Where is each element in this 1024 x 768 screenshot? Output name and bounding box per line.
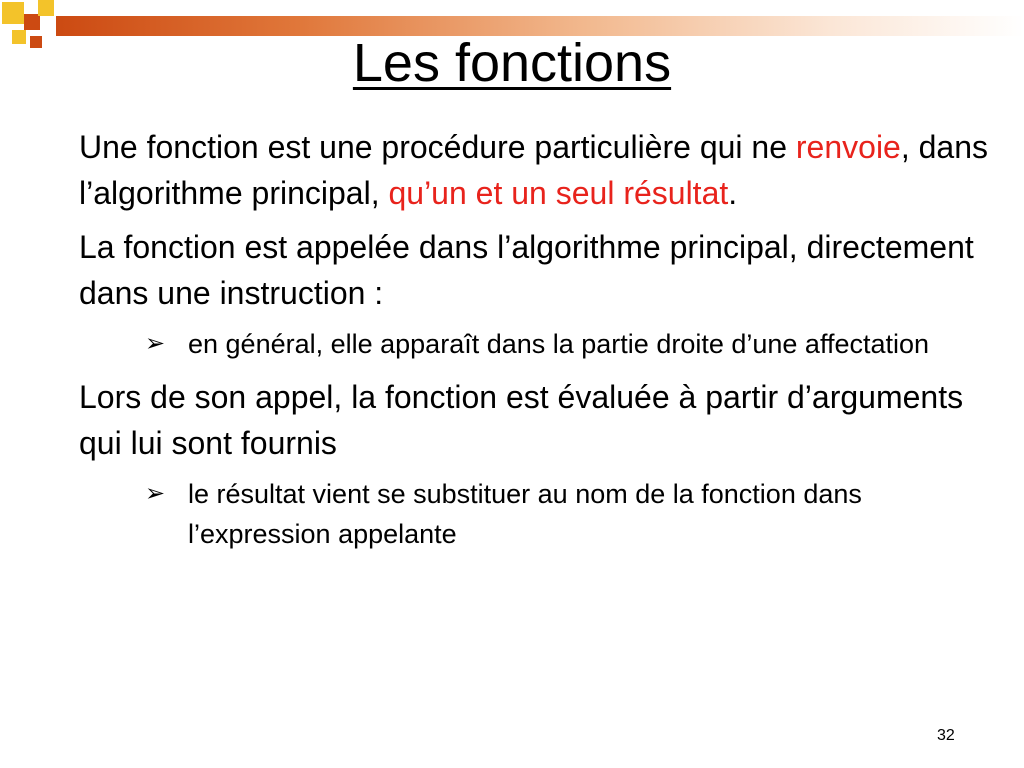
bullet-text: le résultat vient se substituer au nom de la fonction dans l’expression appelante [188, 479, 862, 549]
slide-title: Les fonctions [352, 33, 672, 93]
bullet-item [79, 324, 989, 364]
slide-body [79, 124, 989, 564]
paragraph-evaluation: Lors de son appel, la fonction est évaluée à partir d’arguments qui lui sont fournis [79, 379, 964, 461]
emphasis-text: renvoie [795, 129, 901, 165]
text: . [728, 175, 738, 211]
paragraph-call: La fonction est appelée dans l’algorithme principal, directement dans une instruction : [79, 229, 974, 311]
emphasis-text: qu’un et un seul résultat [388, 175, 729, 211]
arrow-bullet-icon: ➢ [145, 480, 166, 507]
arrow-bullet-icon: ➢ [145, 330, 166, 357]
bullet-text: en général, elle apparaît dans la partie droite d’une affectation [188, 329, 930, 359]
page-number: 32 [937, 727, 955, 744]
paragraph-definition [79, 124, 989, 216]
text: Une fonction est une procédure particulière qui ne [79, 129, 796, 165]
text: , dans l’algorithme principal, [79, 129, 989, 211]
bullet-item [79, 474, 989, 554]
